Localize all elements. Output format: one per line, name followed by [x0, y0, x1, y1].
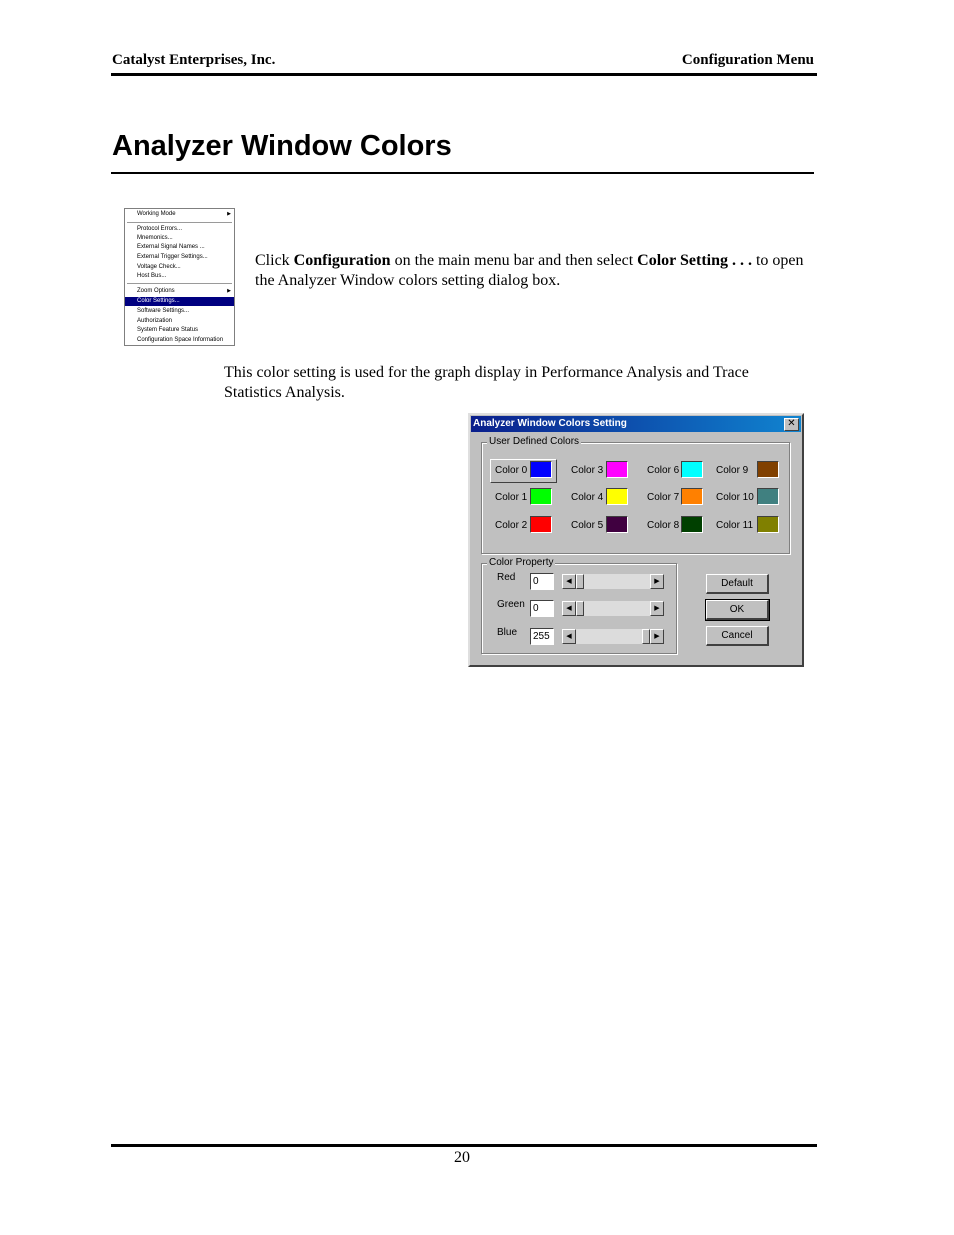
intro-bold-color-setting: Color Setting . . .: [637, 252, 752, 269]
title-rule: [111, 172, 814, 174]
color-1-swatch[interactable]: [530, 488, 552, 505]
page-title: Analyzer Window Colors: [112, 130, 452, 162]
color-0-label: Color 0: [495, 465, 528, 476]
intro-bold-configuration: Configuration: [293, 252, 391, 269]
intro-text: on the main menu bar and then select: [390, 252, 638, 269]
color-7-swatch[interactable]: [681, 488, 703, 505]
color-6-label: Color 6: [647, 465, 680, 476]
menu-item-software-settings: Software Settings...: [137, 308, 190, 314]
submenu-arrow-icon: ▶: [227, 211, 231, 217]
header-rule: [111, 73, 817, 76]
green-label: Green: [497, 599, 525, 610]
green-slider[interactable]: [562, 601, 664, 616]
color-11-swatch[interactable]: [757, 516, 779, 533]
color-3-label: Color 3: [571, 465, 604, 476]
header-company: Catalyst Enterprises, Inc.: [112, 52, 276, 68]
scroll-right-icon[interactable]: ▶: [650, 629, 664, 644]
colors-setting-dialog: [468, 413, 804, 667]
user-defined-colors-group: [481, 436, 790, 554]
red-value-input[interactable]: 0: [530, 573, 554, 590]
dialog-title: Analyzer Window Colors Setting: [473, 418, 627, 429]
footer-rule: [111, 1144, 817, 1147]
header-section: Configuration Menu: [681, 52, 814, 68]
menu-separator: [127, 222, 232, 224]
menu-item-mnemonics: Mnemonics...: [137, 235, 173, 241]
intro-text: Click: [255, 252, 294, 269]
scroll-right-icon[interactable]: ▶: [650, 574, 664, 589]
color-11-label: Color 11: [716, 520, 754, 531]
ok-button[interactable]: OK: [706, 600, 769, 620]
menu-item-external-signal-names: External Signal Names ...: [137, 244, 205, 250]
close-icon[interactable]: ✕: [784, 418, 799, 431]
menu-item-external-trigger-settings: External Trigger Settings...: [137, 254, 208, 260]
menu-item-host-bus: Host Bus...: [137, 273, 167, 279]
color-7-label: Color 7: [647, 492, 680, 503]
color-0-swatch[interactable]: [530, 461, 552, 478]
blue-slider[interactable]: [562, 629, 664, 644]
description-paragraph: This color setting is used for the graph display in Performance Analysis and Trace Statistics Analysis.: [224, 364, 749, 401]
blue-label: Blue: [497, 627, 518, 638]
green-slider-thumb[interactable]: [576, 601, 584, 616]
color-property-label: Color Property: [489, 557, 554, 568]
blue-slider-thumb[interactable]: [642, 629, 650, 644]
scroll-left-icon[interactable]: ◀: [562, 629, 576, 644]
color-2-swatch[interactable]: [530, 516, 552, 533]
green-value-input[interactable]: 0: [530, 600, 554, 617]
menu-item-working-mode: [125, 210, 234, 219]
color-8-swatch[interactable]: [681, 516, 703, 533]
default-button[interactable]: Default: [706, 574, 769, 594]
user-defined-colors-label: User Defined Colors: [489, 436, 580, 447]
menu-item-voltage-check: Voltage Check...: [137, 264, 181, 270]
color-4-swatch[interactable]: [606, 488, 628, 505]
dialog-titlebar: [471, 416, 801, 432]
color-10-label: Color 10: [716, 492, 754, 503]
menu-item-authorization: Authorization: [137, 318, 173, 324]
color-4-label: Color 4: [571, 492, 604, 503]
menu-item-system-feature-status: System Feature Status: [137, 327, 199, 333]
menu-separator: [127, 283, 232, 285]
red-label: Red: [497, 572, 516, 583]
color-8-label: Color 8: [647, 520, 680, 531]
menu-item-configuration-space-information: Configuration Space Information: [137, 337, 224, 343]
menu-item-color-settings: Color Settings...: [125, 297, 234, 306]
color-6-swatch[interactable]: [681, 461, 703, 478]
color-10-swatch[interactable]: [757, 488, 779, 505]
red-slider[interactable]: [562, 574, 664, 589]
configuration-menu-image: [124, 208, 235, 346]
scroll-left-icon[interactable]: ◀: [562, 601, 576, 616]
color-9-swatch[interactable]: [757, 461, 779, 478]
page-number: 20: [454, 1149, 470, 1166]
color-1-label: Color 1: [495, 492, 528, 503]
scroll-left-icon[interactable]: ◀: [562, 574, 576, 589]
color-3-swatch[interactable]: [606, 461, 628, 478]
red-slider-thumb[interactable]: [576, 574, 584, 589]
color-9-label: Color 9: [716, 465, 749, 476]
menu-item-protocol-errors: Protocol Errors...: [137, 226, 183, 232]
blue-value-input[interactable]: 255: [530, 628, 554, 645]
color-2-label: Color 2: [495, 520, 528, 531]
color-5-label: Color 5: [571, 520, 604, 531]
menu-item-label: Working Mode: [137, 211, 176, 217]
menu-item-zoom-options: [125, 287, 234, 296]
color-5-swatch[interactable]: [606, 516, 628, 533]
color-property-group: [481, 557, 677, 654]
scroll-right-icon[interactable]: ▶: [650, 601, 664, 616]
intro-paragraph: [255, 251, 815, 291]
menu-item-label: Zoom Options: [137, 288, 175, 294]
intro-text: to open the Analyzer Window colors setting dialog box.: [255, 252, 804, 289]
cancel-button[interactable]: Cancel: [706, 626, 769, 646]
submenu-arrow-icon: ▶: [227, 288, 231, 294]
